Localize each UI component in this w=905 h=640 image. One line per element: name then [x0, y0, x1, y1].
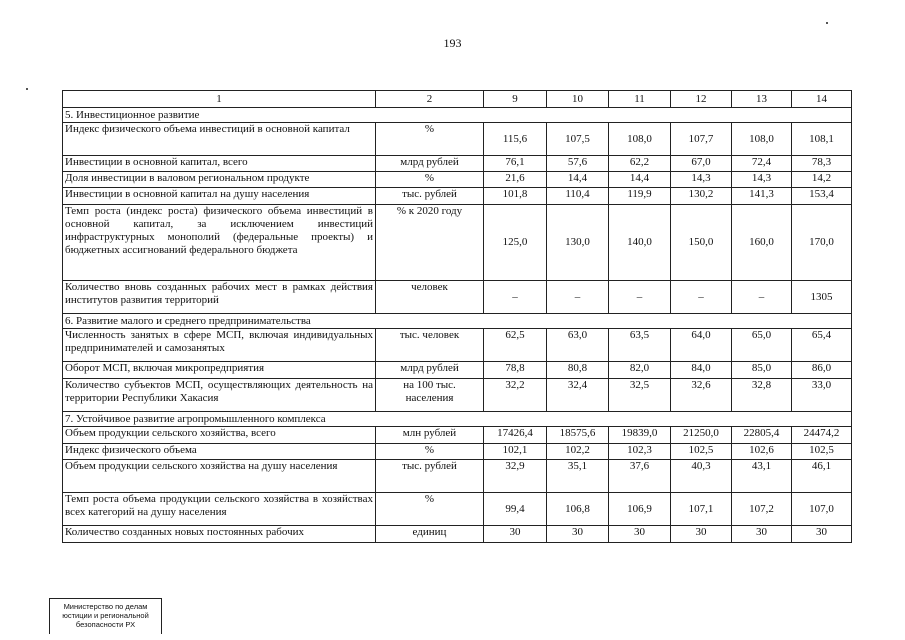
header-cell: 10 — [547, 91, 609, 108]
value-cell: – — [671, 281, 732, 314]
unit-cell: % к 2020 году — [376, 205, 484, 281]
value-cell: 82,0 — [609, 362, 671, 379]
unit-cell: тыс. рублей — [376, 188, 484, 205]
value-cell: 63,5 — [609, 329, 671, 362]
value-cell: 57,6 — [547, 156, 609, 172]
value-cell: 102,5 — [792, 444, 852, 460]
value-cell: 153,4 — [792, 188, 852, 205]
value-cell: 107,2 — [732, 493, 792, 526]
value-cell: 62,2 — [609, 156, 671, 172]
table-row — [63, 493, 852, 526]
table-row — [63, 444, 852, 460]
header-cell: 13 — [732, 91, 792, 108]
value-cell: 30 — [609, 526, 671, 543]
registration-stamp — [49, 598, 162, 634]
value-cell: 102,5 — [671, 444, 732, 460]
indicator-name: Оборот МСП, включая микропредприятия — [63, 362, 376, 379]
value-cell: 32,6 — [671, 379, 732, 412]
unit-cell: человек — [376, 281, 484, 314]
stamp-line: юстиции и региональной — [62, 611, 149, 620]
unit-cell: % — [376, 493, 484, 526]
unit-cell: млрд рублей — [376, 156, 484, 172]
value-cell: 24474,2 — [792, 427, 852, 444]
indicator-name: Доля инвестиции в валовом региональном продукте — [63, 172, 376, 188]
value-cell: 65,4 — [792, 329, 852, 362]
value-cell: 108,0 — [609, 123, 671, 156]
value-cell: 86,0 — [792, 362, 852, 379]
value-cell: 106,8 — [547, 493, 609, 526]
table-row — [63, 281, 852, 314]
value-cell: 17426,4 — [484, 427, 547, 444]
section-row — [63, 314, 852, 329]
value-cell: 160,0 — [732, 205, 792, 281]
value-cell: 43,1 — [732, 460, 792, 493]
value-cell: 18575,6 — [547, 427, 609, 444]
value-cell: 107,5 — [547, 123, 609, 156]
header-cell: 14 — [792, 91, 852, 108]
unit-cell: тыс. рублей — [376, 460, 484, 493]
value-cell: 150,0 — [671, 205, 732, 281]
table-row — [63, 205, 852, 281]
header-row — [63, 91, 852, 108]
value-cell: 72,4 — [732, 156, 792, 172]
stamp-line: безопасности РХ — [75, 620, 136, 629]
scan-speck — [826, 22, 828, 24]
header-cell: 1 — [63, 91, 376, 108]
section-row — [63, 412, 852, 427]
value-cell: – — [609, 281, 671, 314]
indicator-name: Количество субъектов МСП, осуществляющих деятельность на территории Республики Хакасия — [63, 379, 376, 412]
stamp-line: Министерство по делам — [63, 602, 148, 611]
unit-cell: единиц — [376, 526, 484, 543]
value-cell: 32,8 — [732, 379, 792, 412]
header-cell: 2 — [376, 91, 484, 108]
unit-cell: млн рублей — [376, 427, 484, 444]
value-cell: 102,6 — [732, 444, 792, 460]
value-cell: 125,0 — [484, 205, 547, 281]
unit-cell: на 100 тыс. населения — [376, 379, 484, 412]
section-title: 6. Развитие малого и среднего предпринимательства — [63, 314, 852, 329]
value-cell: 67,0 — [671, 156, 732, 172]
indicator-name: Количество созданных новых постоянных рабочих — [63, 526, 376, 543]
value-cell: 30 — [484, 526, 547, 543]
table-row — [63, 379, 852, 412]
unit-cell: млрд рублей — [376, 362, 484, 379]
value-cell: 35,1 — [547, 460, 609, 493]
unit-cell: % — [376, 172, 484, 188]
value-cell: 63,0 — [547, 329, 609, 362]
value-cell: 108,1 — [792, 123, 852, 156]
indicator-name: Темп роста объема продукции сельского хозяйства в хозяйствах всех категорий на душу населения — [63, 493, 376, 526]
table-row — [63, 172, 852, 188]
value-cell: 76,1 — [484, 156, 547, 172]
value-cell: 21,6 — [484, 172, 547, 188]
value-cell: 32,2 — [484, 379, 547, 412]
header-cell: 11 — [609, 91, 671, 108]
value-cell: 107,7 — [671, 123, 732, 156]
value-cell: 14,3 — [671, 172, 732, 188]
indicators-table — [62, 90, 852, 543]
value-cell: 14,2 — [792, 172, 852, 188]
scan-speck — [26, 88, 28, 90]
value-cell: 32,5 — [609, 379, 671, 412]
value-cell: 141,3 — [732, 188, 792, 205]
unit-cell: % — [376, 444, 484, 460]
section-row — [63, 108, 852, 123]
value-cell: 115,6 — [484, 123, 547, 156]
value-cell: 21250,0 — [671, 427, 732, 444]
indicator-name: Инвестиции в основной капитал, всего — [63, 156, 376, 172]
table-row — [63, 156, 852, 172]
indicator-name: Индекс физического объема инвестиций в основной капитал — [63, 123, 376, 156]
value-cell: 65,0 — [732, 329, 792, 362]
value-cell: 14,4 — [547, 172, 609, 188]
value-cell: 19839,0 — [609, 427, 671, 444]
indicator-name: Объем продукции сельского хозяйства на душу населения — [63, 460, 376, 493]
value-cell: 30 — [547, 526, 609, 543]
value-cell: 1305 — [792, 281, 852, 314]
value-cell: 107,1 — [671, 493, 732, 526]
indicator-name: Численность занятых в сфере МСП, включая индивидуальных предпринимателей и самозанятых — [63, 329, 376, 362]
value-cell: 106,9 — [609, 493, 671, 526]
value-cell: 22805,4 — [732, 427, 792, 444]
table-row — [63, 123, 852, 156]
table-row — [63, 526, 852, 543]
value-cell: 30 — [792, 526, 852, 543]
value-cell: 80,8 — [547, 362, 609, 379]
value-cell: 40,3 — [671, 460, 732, 493]
value-cell: 32,4 — [547, 379, 609, 412]
value-cell: 85,0 — [732, 362, 792, 379]
value-cell: 78,8 — [484, 362, 547, 379]
value-cell: 84,0 — [671, 362, 732, 379]
value-cell: – — [484, 281, 547, 314]
table-row — [63, 427, 852, 444]
value-cell: – — [547, 281, 609, 314]
value-cell: 32,9 — [484, 460, 547, 493]
value-cell: 101,8 — [484, 188, 547, 205]
unit-cell: тыс. человек — [376, 329, 484, 362]
indicator-name: Индекс физического объема — [63, 444, 376, 460]
value-cell: 64,0 — [671, 329, 732, 362]
section-title: 7. Устойчивое развитие агропромышленного комплекса — [63, 412, 852, 427]
section-title: 5. Инвестиционное развитие — [63, 108, 852, 123]
value-cell: 14,3 — [732, 172, 792, 188]
value-cell: 170,0 — [792, 205, 852, 281]
value-cell: 14,4 — [609, 172, 671, 188]
indicator-name: Количество вновь созданных рабочих мест в рамках действия институтов развития территорий — [63, 281, 376, 314]
value-cell: – — [732, 281, 792, 314]
value-cell: 37,6 — [609, 460, 671, 493]
value-cell: 130,0 — [547, 205, 609, 281]
indicator-name: Инвестиции в основной капитал на душу населения — [63, 188, 376, 205]
value-cell: 102,2 — [547, 444, 609, 460]
value-cell: 130,2 — [671, 188, 732, 205]
value-cell: 30 — [671, 526, 732, 543]
value-cell: 110,4 — [547, 188, 609, 205]
value-cell: 46,1 — [792, 460, 852, 493]
value-cell: 33,0 — [792, 379, 852, 412]
value-cell: 119,9 — [609, 188, 671, 205]
table-row — [63, 329, 852, 362]
indicator-name: Темп роста (индекс роста) физического объема инвестиций в основной капитал, за исключением инвестиций инфраструктурных монополий (федеральные проекты) и бюджетных ассигнований федерального бюджета — [63, 205, 376, 281]
value-cell: 140,0 — [609, 205, 671, 281]
header-cell: 9 — [484, 91, 547, 108]
page-number: 193 — [443, 36, 462, 50]
value-cell: 30 — [732, 526, 792, 543]
value-cell: 99,4 — [484, 493, 547, 526]
value-cell: 108,0 — [732, 123, 792, 156]
table-row — [63, 460, 852, 493]
value-cell: 102,3 — [609, 444, 671, 460]
value-cell: 78,3 — [792, 156, 852, 172]
header-cell: 12 — [671, 91, 732, 108]
value-cell: 107,0 — [792, 493, 852, 526]
table-row — [63, 188, 852, 205]
value-cell: 62,5 — [484, 329, 547, 362]
value-cell: 102,1 — [484, 444, 547, 460]
table-row — [63, 362, 852, 379]
unit-cell: % — [376, 123, 484, 156]
indicator-name: Объем продукции сельского хозяйства, всего — [63, 427, 376, 444]
